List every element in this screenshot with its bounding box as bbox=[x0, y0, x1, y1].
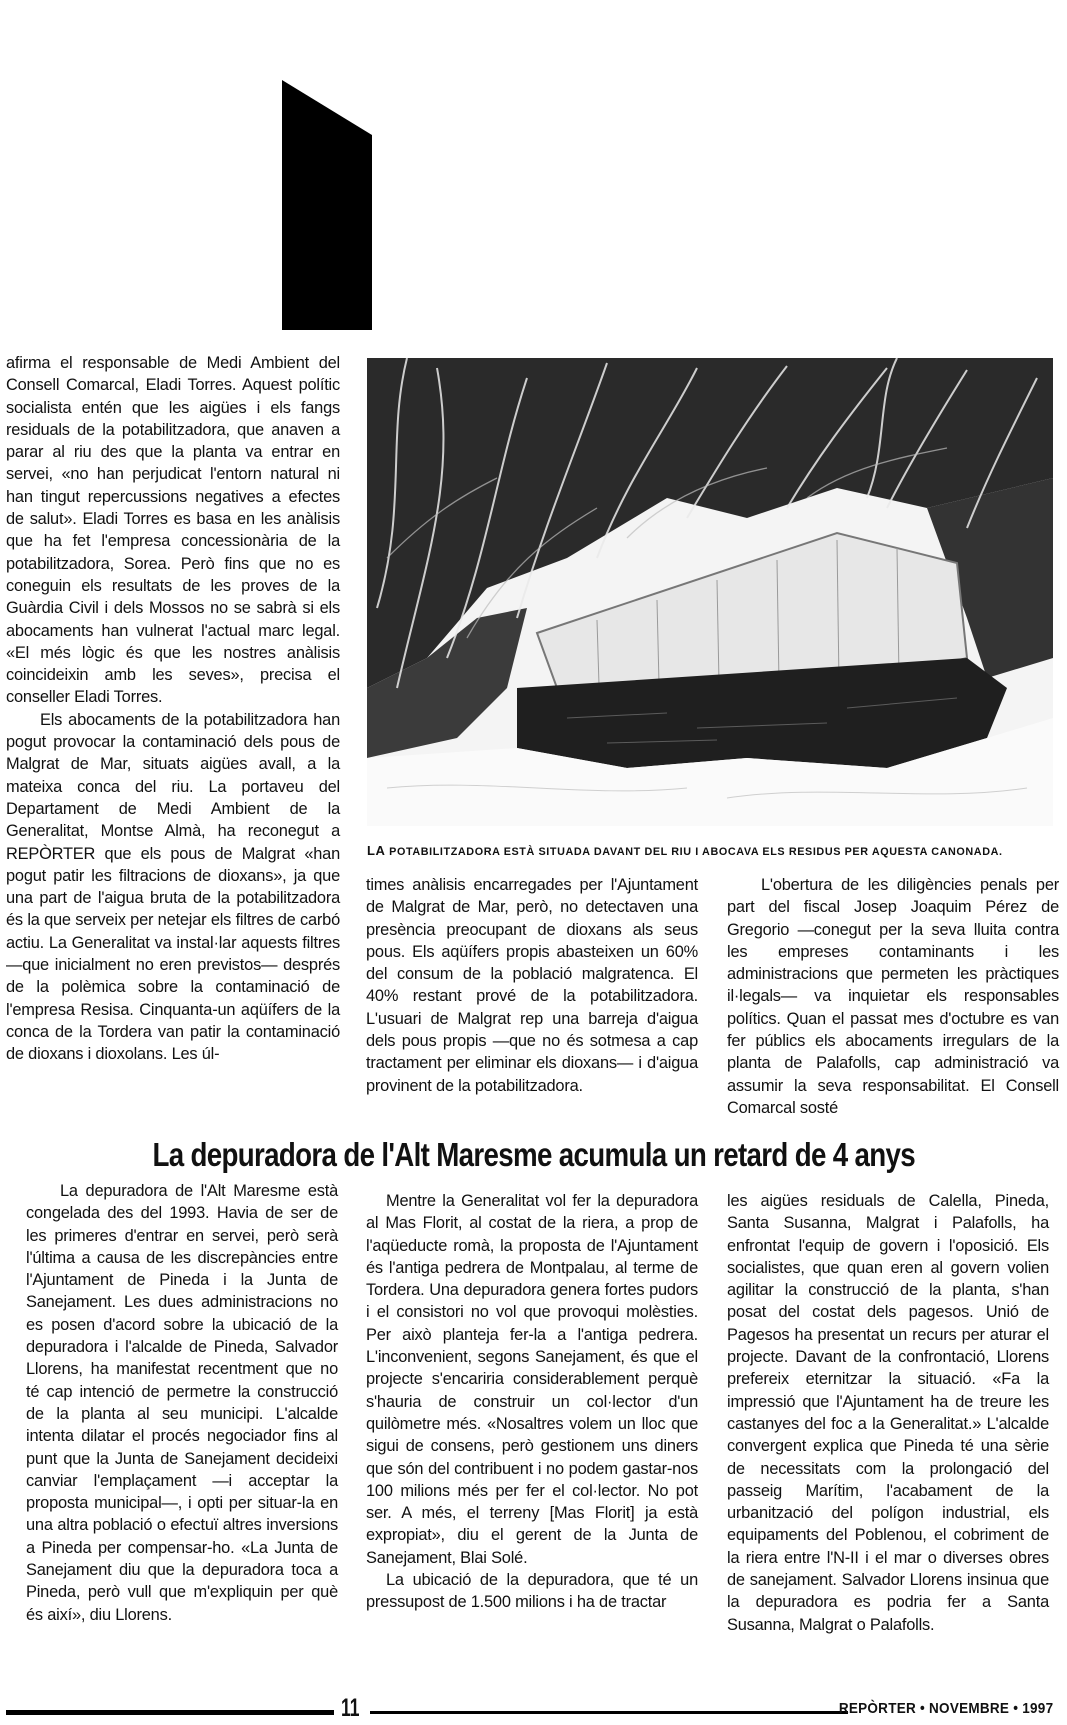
article-column-2 bbox=[366, 874, 698, 1097]
sidebar-paragraph: La ubicació de la depuradora, que té un pressupost de 1.500 milions i ha de tractar bbox=[366, 1571, 698, 1612]
decorative-black-wedge bbox=[282, 80, 382, 330]
article-paragraph: L'obertura de les diligències penals per part del fiscal Josep Joaquim Pérez de Gregorio —conegut per la seva lluita contra les empreses contaminants i les administracions que permeten les pràctiques il·legals— va inquietar els responsables polítics. Quan el passat mes d'octubre es van fer públics els abocaments irregulars de la planta de Palafolls, cap administració va assumir la seva responsabilitat. El Consell Comarcal sosté bbox=[727, 876, 1059, 1117]
sidebar-column-3 bbox=[727, 1190, 1049, 1636]
sidebar-paragraph: La depuradora de l'Alt Maresme està congelada des del 1993. Havia de ser de les primeres d'entrar en servei, però serà l'última a causa de les discrepàncies entre l'Ajuntament de Pineda i la Junta de Sanejament. Les dues administracions no es posen d'acord sobre la ubicació de la depuradora i l'alcalde de Pineda, Salvador Llorens, ha manifestat recentment que no té cap intenció de permetre la construcció de la planta al seu municipi. L'alcalde intenta dilatar el procés negociador fins al punt que la Junta de Sanejament decideixi canviar l'emplaçament —i acceptar la proposta municipal—, i opti per situar-la en una altra població o efectuï altres inversions a Pineda per compensar-ho. «La Junta de Sanejament diu que la depuradora toca a Pineda, però vull que m'expliquin per què és així», diu Llorens. bbox=[26, 1182, 338, 1624]
photo-caption bbox=[367, 843, 1067, 858]
sidebar-paragraph: les aigües residuals de Calella, Pineda, Santa Susanna, Malgrat i Palafolls, ha enfrontat l'equip de govern i l'oposició. Els socialistes, que quan eren al govern volien agilitar la construcció de la planta, s'han posat del costat dels pagesos. Unió de Pagesos ha presentat un recurs per aturar el projecte. Davant de la confrontació, Llorens prefereix eternitzar la situació. «Fa la impressió que l'Ajuntament ha de treure les castanyes del foc a la Generalitat.» L'alcalde convergent explica que Pineda té una sèrie de necessitats com la prolongació del passeig Marítim, l'acabament de la urbanització del polígon industrial, els equipaments del Poblenou, el cobriment de la riera entre l'N-II i el mar o diverses obres de sanejament. Salvador Llorens insinua que la depuradora es podria fer a Santa Susanna, Malgrat o Palafolls. bbox=[727, 1192, 1049, 1634]
sidebar-headline: La depuradora de l'Alt Maresme acumula un retard de 4 anys bbox=[152, 1136, 915, 1173]
caption-lead: LA bbox=[367, 843, 386, 858]
page-number: 11 bbox=[340, 1694, 360, 1722]
caption-text: POTABILITZADORA ESTÀ SITUADA DAVANT DEL RIU I ABOCAVA ELS RESIDUS PER AQUESTA CANONADA. bbox=[389, 846, 1003, 858]
article-paragraph: afirma el responsable de Medi Ambient del Consell Comarcal, Eladi Torres. Aquest polític socialista entén que les aigües i els fangs residuals de la potabilitzadora, que anaven a parar al riu des que la planta va entrar en servei, «no han perjudicat l'entorn natural ni han tingut repercussions negatives a efectes de salut». Eladi Torres es basa en les anàlisis que ha fet l'empresa concessionària de la potabilitzadora, Sorea. Però fins que no es coneguin els resultats de les proves de la Guàrdia Civil i dels Mossos no se sabrà si els abocaments han vulnerat l'actual marc legal. «El més lògic és que les nostres anàlisis coincideixin amb les seves», precisa el conseller Eladi Torres. bbox=[6, 354, 340, 707]
publication-footer: REPÒRTER • NOVEMBRE • 1997 bbox=[838, 1700, 1053, 1717]
sidebar-column-2 bbox=[366, 1190, 698, 1614]
article-column-3 bbox=[727, 874, 1059, 1119]
article-column-1 bbox=[6, 352, 340, 1066]
sidebar-column-1 bbox=[26, 1180, 338, 1626]
footer-rule-left bbox=[6, 1710, 334, 1715]
article-photo bbox=[367, 358, 1053, 826]
sidebar-paragraph: Mentre la Generalitat vol fer la depuradora al Mas Florit, al costat de la riera, a prop de l'aqüeducte romà, la proposta de l'Ajuntament és l'antiga pedrera de Montpalau, al terme de Tordera. Una depuradora genera fortes pudors i el consistori no vol que provoqui molèsties. Per això planteja fer-la a l'antiga pedrera. L'inconvenient, segons Sanejament, és que el projecte s'encariria considerablement perquè s'hauria de construir un col·lector d'un quilòmetre més. «Nosaltres volem un lloc que sigui de consens, però gestionem uns diners que són del contribuent i no podem gastar-nos 100 milions més per fer el col·lector. No pot ser. A més, el terreny [Mas Florit] ja està expropiat», diu el gerent de la Junta de Sanejament, Blai Solé. bbox=[366, 1192, 698, 1567]
footer-rule-right bbox=[370, 1711, 848, 1714]
reeds-culvert-photo bbox=[367, 358, 1053, 826]
article-paragraph: times anàlisis encarregades per l'Ajuntament de Malgrat de Mar, però, no detectaven una presència preocupant de dioxans als seus pous. Els aqüífers propis abasteixen un 60% del consum de la població malgratenca. El 40% restant prové de la potabilitzadora. L'usuari de Malgrat rep una barreja d'aigua dels pous propis —que no és sotmesa a cap tractament per eliminar els dioxans— i d'aigua provinent de la potabilitzadora. bbox=[366, 876, 698, 1095]
article-paragraph: Els abocaments de la potabilitzadora han pogut provocar la contaminació dels pous de Malgrat de Mar, situats aigües avall, a la mateixa conca del riu. La portaveu del Departament de Medi Ambient de la Generalitat, Montse Almà, ha reconegut a REPÒRTER que els pous de Malgrat «han pogut patir les filtracions de dioxans», ja que una part de l'aigua bruta de la potabilitzadora és la que serveix per netejar els filtres de carbó actiu. La Generalitat va instal·lar aquests filtres —que inicialment no eren previstos— després de la polèmica sobre la contaminació de l'empresa Resisa. Cinquanta-un aqüífers de la conca de la Tordera van patir la contaminació de dioxans i dioxolans. Les úl- bbox=[6, 710, 340, 1064]
